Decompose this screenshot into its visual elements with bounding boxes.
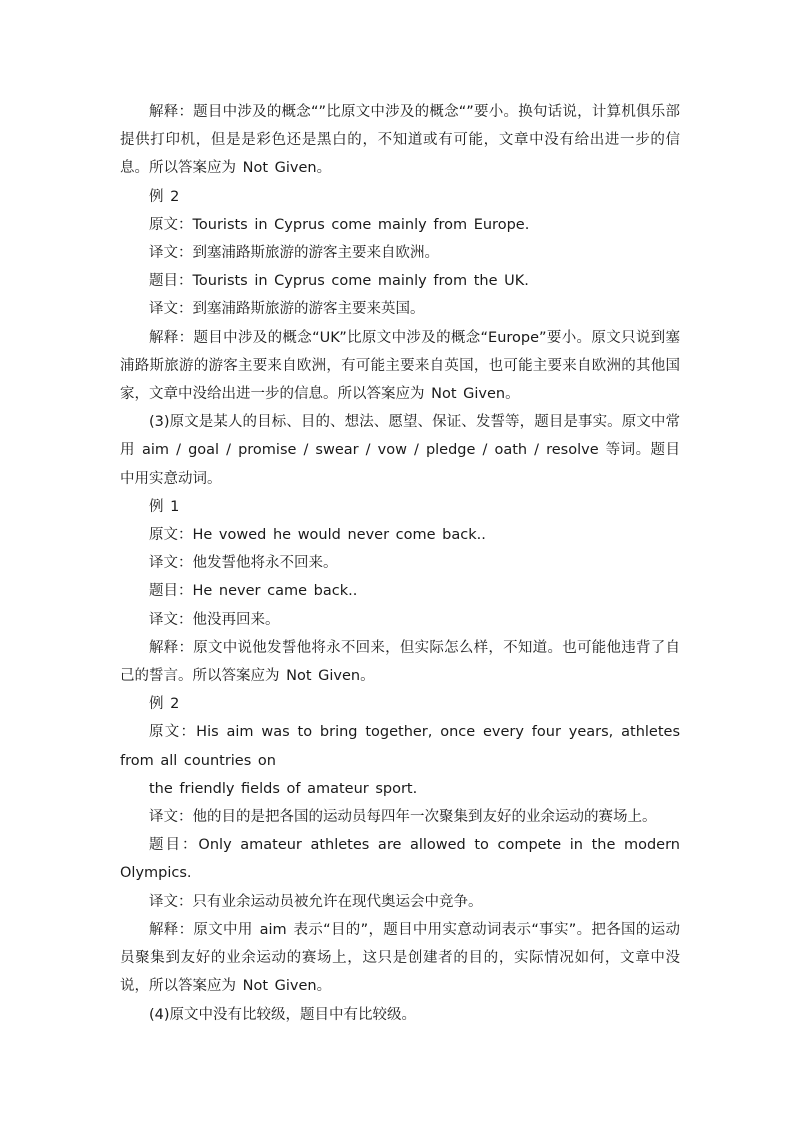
paragraph: 原文：He vowed he would never come back..	[149, 527, 486, 544]
paragraph: (3)原文是某人的目标、目的、想法、愿望、保证、发誓等，题目是事实。原文中常用 aim / goal / promise / swear / vow / pledge / oath / resolve 等词。题目中用实意动词。	[120, 414, 680, 487]
paragraph: 译文：他没再回来。	[149, 611, 280, 628]
paragraph: 例 1	[149, 498, 180, 515]
paragraph: (4)原文中没有比较级，题目中有比较级。	[149, 1006, 417, 1023]
paragraph: 解释：原文中用 aim 表示“目的”，题目中用实意动词表示“事实”。把各国的运动员聚集到友好的业余运动的赛场上，这只是创建者的目的，实际情况如何，文章中没说，所以答案应为 Not Given。	[120, 921, 680, 995]
paragraph: 例 2	[149, 188, 180, 205]
paragraph: 解释：题目中涉及的概念“”比原文中涉及的概念“”要小。换句话说，计算机俱乐部提供打印机，但是是彩色还是黑白的，不知道或有可能，文章中没有给出进一步的信息。所以答案应为 Not Given。	[120, 104, 680, 177]
paragraph: 例 2	[149, 696, 180, 713]
paragraph: 原文：His aim was to bring together, once every four years, athletes from all countries on	[120, 724, 680, 769]
paragraph: 解释：题目中涉及的概念“UK”比原文中涉及的概念“Europe”要小。原文只说到塞浦路斯旅游的游客主要来自欧洲，有可能主要来自英国，也可能主要来自欧洲的其他国家，文章中没给出进一步的信息。所以答案应为 Not Given。	[120, 329, 680, 403]
paragraph: 译文：只有业余运动员被允许在现代奥运会中竞争。	[149, 893, 483, 910]
paragraph: 题目：He never came back..	[149, 583, 358, 600]
paragraph: 题目：Only amateur athletes are allowed to compete in the modern Olympics.	[120, 837, 680, 882]
paragraph: 译文：他的目的是把各国的运动员每四年一次聚集到友好的业余运动的赛场上。	[149, 809, 657, 826]
paragraph: 解释：原文中说他发誓他将永不回来，但实际怎么样，不知道。也可能他违背了自己的誓言。所以答案应为 Not Given。	[120, 639, 680, 685]
paragraph: 译文：到塞浦路斯旅游的游客主要来英国。	[149, 301, 425, 318]
paragraph: 原文：Tourists in Cyprus come mainly from Europe.	[149, 216, 530, 233]
paragraph: 译文：到塞浦路斯旅游的游客主要来自欧洲。	[149, 245, 439, 262]
paragraph: the friendly fields of amateur sport.	[149, 780, 418, 797]
paragraph: 译文：他发誓他将永不回来。	[149, 555, 338, 572]
paragraph: 题目：Tourists in Cyprus come mainly from the UK.	[149, 273, 529, 290]
